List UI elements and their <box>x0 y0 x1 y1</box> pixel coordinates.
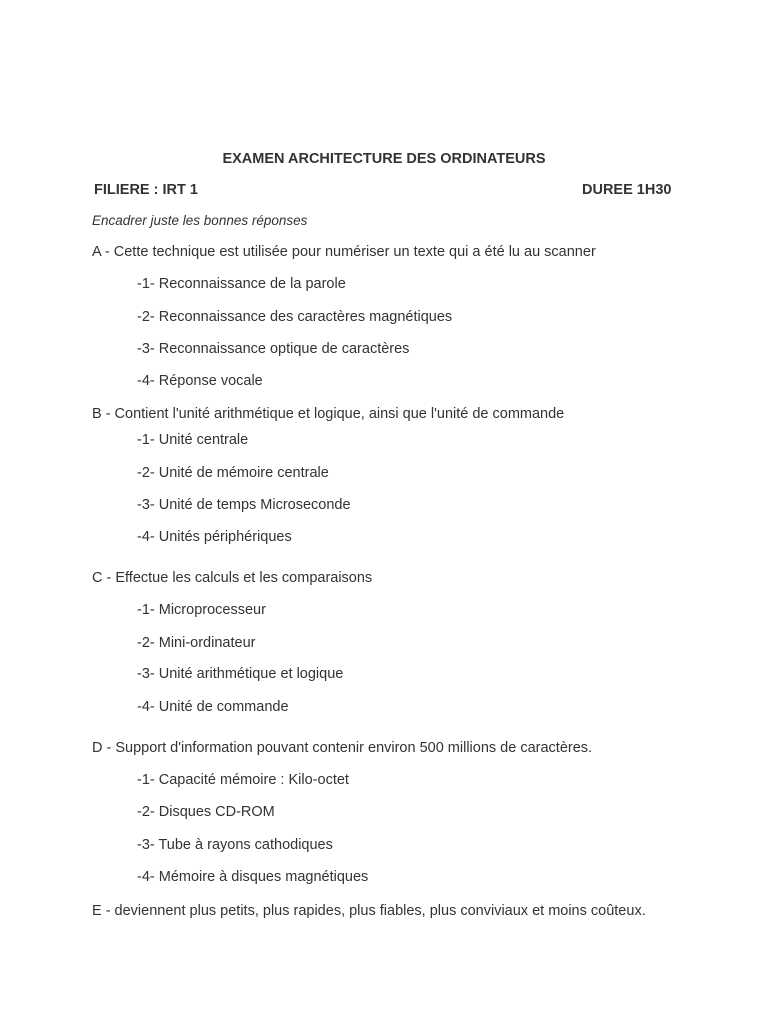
option-d-3[interactable]: -3- Tube à rayons cathodiques <box>137 837 333 853</box>
question-d: D - Support d'information pouvant contenir environ 500 millions de caractères. <box>92 740 593 756</box>
option-d-1[interactable]: -1- Capacité mémoire : Kilo-octet <box>137 772 349 788</box>
option-a-1[interactable]: -1- Reconnaissance de la parole <box>137 276 346 292</box>
option-b-1[interactable]: -1- Unité centrale <box>137 432 249 448</box>
filiere-label: FILIERE : IRT 1 <box>94 182 198 198</box>
option-d-2[interactable]: -2- Disques CD-ROM <box>137 804 275 820</box>
option-c-1[interactable]: -1- Microprocesseur <box>137 602 266 618</box>
question-a: A - Cette technique est utilisée pour numériser un texte qui a été lu au scanner <box>92 244 596 260</box>
question-e: E - deviennent plus petits, plus rapides, plus fiables, plus conviviaux et moins coûteux. <box>92 903 646 919</box>
option-c-4[interactable]: -4- Unité de commande <box>137 699 289 715</box>
option-b-4[interactable]: -4- Unités périphériques <box>137 529 292 545</box>
option-a-2[interactable]: -2- Reconnaissance des caractères magnétiques <box>137 309 453 325</box>
option-a-3[interactable]: -3- Reconnaissance optique de caractères <box>137 341 410 357</box>
option-d-4[interactable]: -4- Mémoire à disques magnétiques <box>137 869 369 885</box>
option-a-4[interactable]: -4- Réponse vocale <box>137 373 263 389</box>
option-b-3[interactable]: -3- Unité de temps Microseconde <box>137 497 351 513</box>
exam-title: EXAMEN ARCHITECTURE DES ORDINATEURS <box>222 151 546 167</box>
question-b: B - Contient l'unité arithmétique et logique, ainsi que l'unité de commande <box>92 406 565 422</box>
option-c-3[interactable]: -3- Unité arithmétique et logique <box>137 666 344 682</box>
instruction-text: Encadrer juste les bonnes réponses <box>92 213 308 228</box>
option-c-2[interactable]: -2- Mini-ordinateur <box>137 635 256 651</box>
duree-label: DUREE 1H30 <box>582 182 672 198</box>
question-c: C - Effectue les calculs et les comparaisons <box>92 570 373 586</box>
option-b-2[interactable]: -2- Unité de mémoire centrale <box>137 465 329 481</box>
